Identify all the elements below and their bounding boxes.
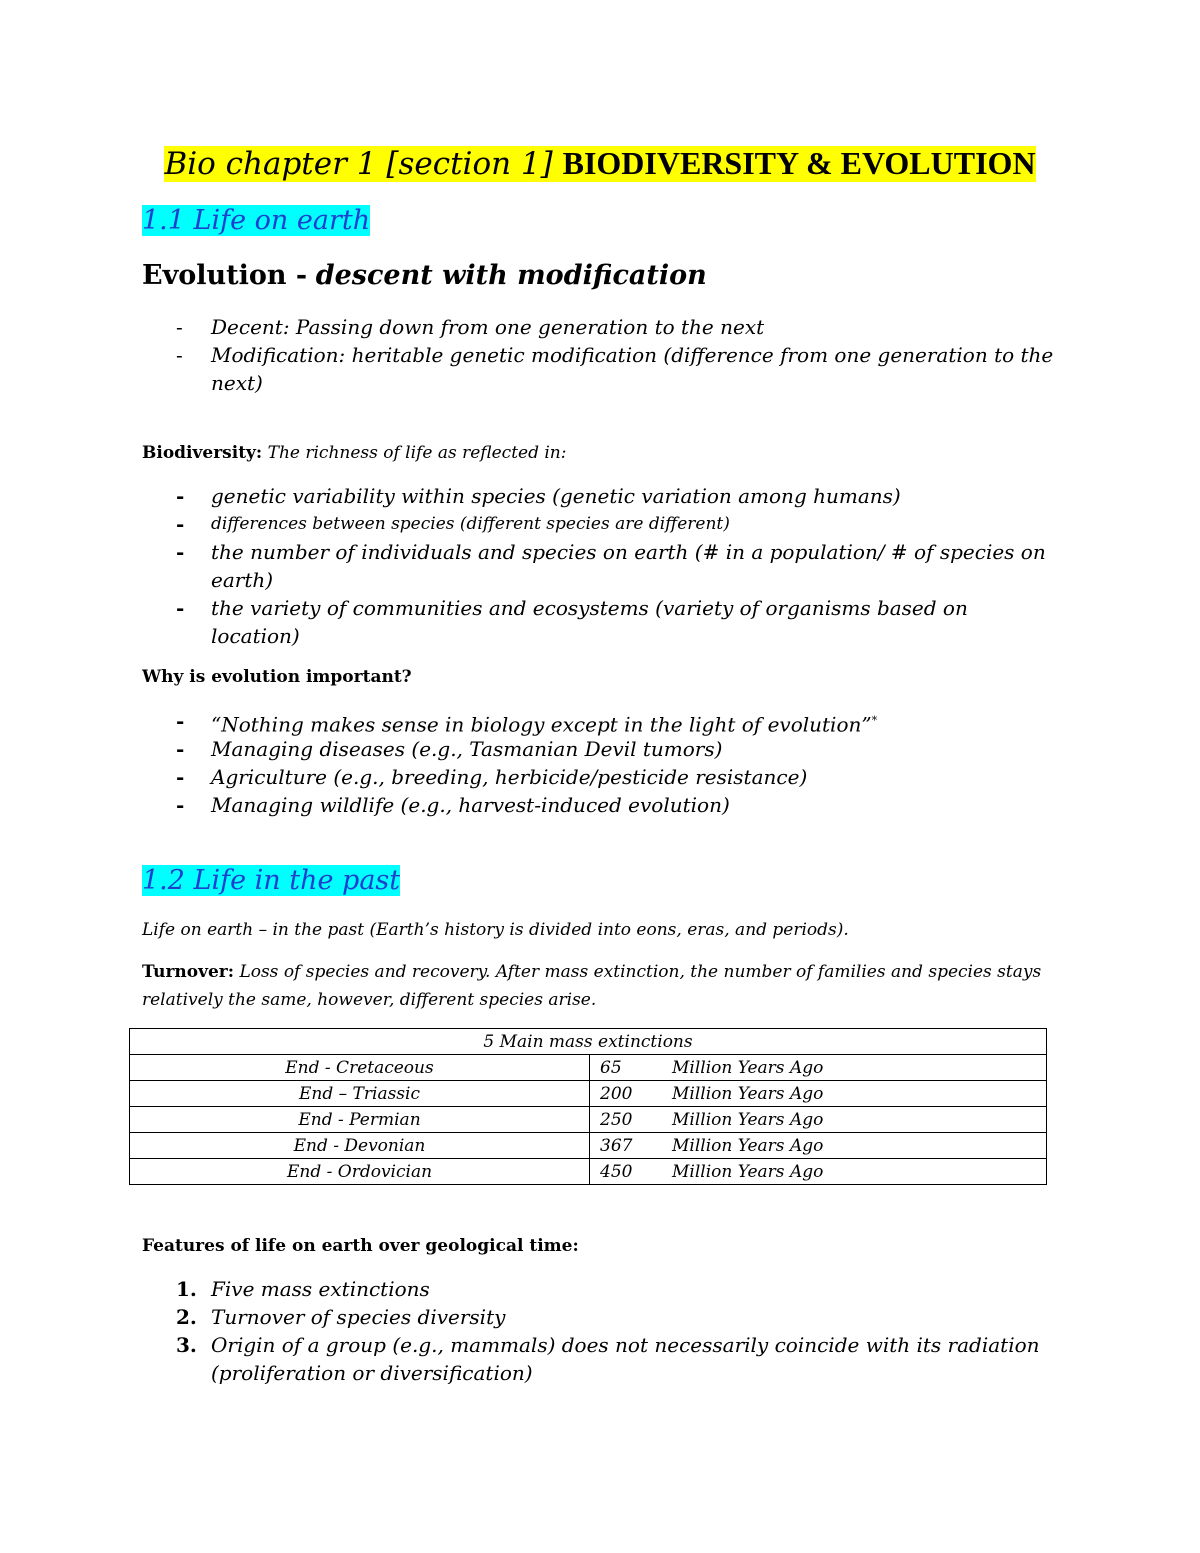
extinction-name: End - Permian [130,1107,590,1133]
list-item-text: Modification: heritable genetic modification (difference from one generation to the [211,343,1054,367]
turnover-label: Turnover: [142,962,235,982]
features-heading-text: Features of life on earth over geological time: [142,1236,579,1256]
list-item-text: Decent: Passing down from one generation to the next [211,315,765,339]
age-value: 65 [600,1057,622,1078]
biodiversity-text: The richness of life as reflected in: [267,443,567,463]
list-dash: - [176,793,185,817]
footnote-star: * [871,714,878,727]
list-item-text: next) [211,371,263,395]
quote-text: “Nothing makes sense in biology except in the light of evolution” [211,712,872,737]
age-value: 367 [600,1135,633,1156]
list-dash: - [176,765,185,789]
list-item-text: genetic variability within species (genetic variation among humans) [211,484,901,508]
life-past-intro: Life on earth – in the past (Earth’s history is divided into eons, eras, and periods). [142,920,849,940]
table-header: 5 Main mass extinctions [130,1029,1047,1055]
age-value: 200 [600,1083,633,1104]
extinction-age [590,1107,1047,1133]
extinction-age [590,1133,1047,1159]
table-row [130,1107,1047,1133]
extinction-age [590,1081,1047,1107]
turnover-paragraph [142,958,1082,986]
list-item-text: Five mass extinctions [211,1277,430,1301]
extinction-name: End - Cretaceous [130,1055,590,1081]
table-row [130,1055,1047,1081]
document-title [0,142,1200,185]
list-item-text [211,707,1061,739]
biodiversity-label: Biodiversity: [142,443,263,463]
table-row [130,1133,1047,1159]
list-dash: - [176,540,185,564]
list-item-text: Managing wildlife (e.g., harvest-induced evolution) [211,793,730,817]
section-1-2-heading [142,864,400,898]
title-italic-part: Bio chapter 1 [section 1] [164,146,553,182]
list-dash: - [176,315,183,339]
turnover-text-line2: relatively the same, however, different species arise. [142,990,597,1010]
list-item-text: earth) [211,568,274,592]
table-row [130,1159,1047,1185]
list-number: 1. [176,1277,197,1301]
why-important-heading [142,663,412,691]
age-value: 250 [600,1109,633,1130]
list-dash: - [176,484,185,508]
evolution-heading [142,259,707,293]
mass-extinctions-table [129,1028,1047,1185]
list-item-text: the number of individuals and species on earth (# in a population/ # of species on [211,540,1046,564]
list-item-text: (proliferation or diversification) [211,1361,533,1385]
list-item-text: Origin of a group (e.g., mammals) does not necessarily coincide with its radiation [211,1333,1040,1357]
why-important-heading-text: Why is evolution important? [142,667,412,687]
age-unit: Million Years Ago [672,1161,824,1182]
list-item-text: differences between species (different species are different) [211,514,730,534]
list-item-text: Turnover of species diversity [211,1305,506,1329]
list-dash: - [176,343,183,367]
extinction-age [590,1055,1047,1081]
list-item-text: the variety of communities and ecosystems (variety of organisms based on location) [211,596,968,648]
list-number: 2. [176,1305,197,1329]
age-unit: Million Years Ago [672,1109,824,1130]
age-value: 450 [600,1161,633,1182]
table-header-row [130,1029,1047,1055]
age-unit: Million Years Ago [672,1135,824,1156]
features-heading [142,1232,579,1260]
age-unit: Million Years Ago [672,1057,824,1078]
section-1-1-heading-text: 1.1 Life on earth [142,205,371,236]
extinction-name: End – Triassic [130,1081,590,1107]
list-dash: - [176,596,185,620]
list-dash: - [176,737,185,761]
list-number: 3. [176,1333,197,1357]
section-1-2-heading-text: 1.2 Life in the past [142,865,401,896]
list-item-text: Managing diseases (e.g., Tasmanian Devil tumors) [211,737,723,761]
extinction-name: End - Devonian [130,1133,590,1159]
list-dash: - [176,512,185,536]
title-bold-part: BIODIVERSITY & EVOLUTION [562,145,1036,181]
title-highlight [164,146,1035,182]
list-dash: - [176,709,185,733]
section-1-1-heading [142,204,370,238]
extinction-name: End - Ordovician [130,1159,590,1185]
extinction-age [590,1159,1047,1185]
list-item-text: Agriculture (e.g., breeding, herbicide/pesticide resistance) [211,765,808,789]
table-row [130,1081,1047,1107]
turnover-text-line1: Loss of species and recovery. After mass extinction, the number of families and species stays [239,962,1042,982]
evolution-heading-italic: descent with modification [315,260,707,291]
biodiversity-paragraph [142,439,566,467]
evolution-heading-bold: Evolution - [142,260,308,291]
age-unit: Million Years Ago [672,1083,824,1104]
